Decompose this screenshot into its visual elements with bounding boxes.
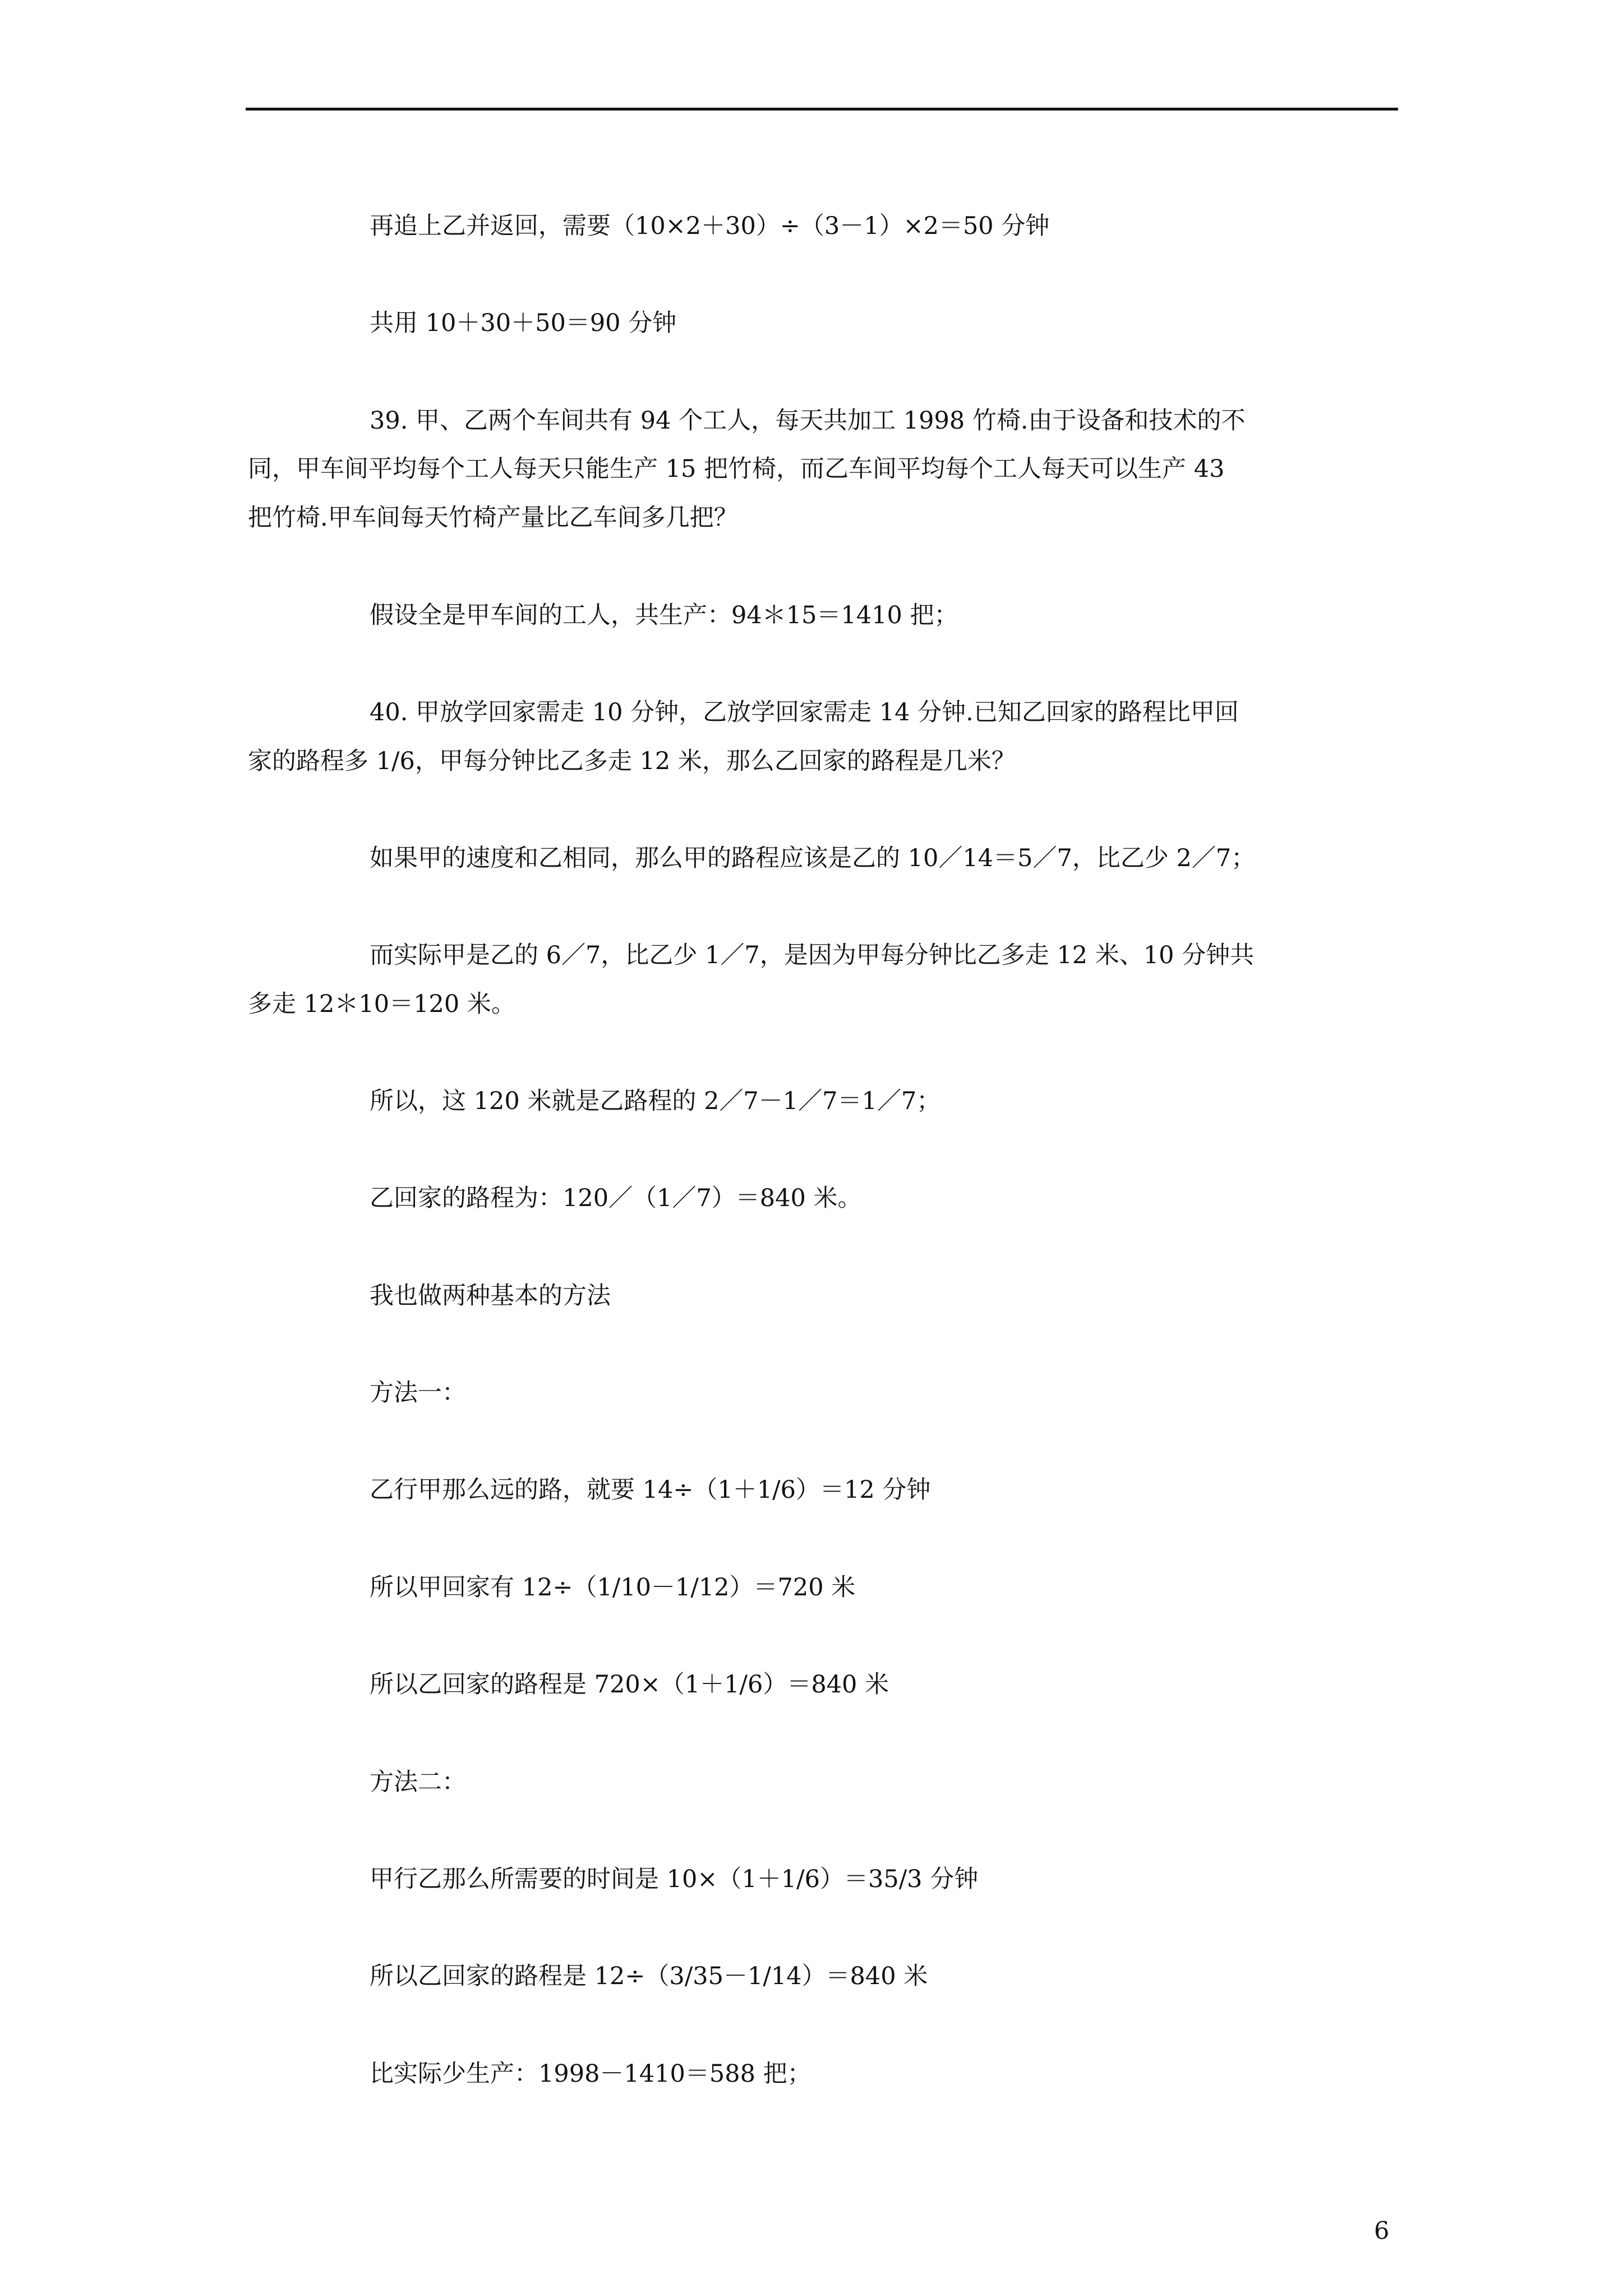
text-line: 乙行甲那么远的路，就要 14÷（1＋1/6）＝12 分钟 [370, 1476, 931, 1504]
page-number: 6 [1374, 2217, 1390, 2245]
text-line: 如果甲的速度和乙相同，那么甲的路程应该是乙的 10／14＝5／7，比乙少 2／7； [370, 844, 1256, 872]
text-line: 共用 10＋30＋50＝90 分钟 [370, 309, 677, 337]
text-line: 所以乙回家的路程是 12÷（3/35－1/14）＝840 米 [370, 1962, 928, 1990]
text-line: 假设全是甲车间的工人，共生产：94＊15＝1410 把； [370, 601, 958, 629]
problem-39-line: 39. 甲、乙两个车间共有 94 个工人，每天共加工 1998 竹椅.由于设备和技术的不 [370, 407, 1246, 435]
text-line: 甲行乙那么所需要的时间是 10×（1＋1/6）＝35/3 分钟 [370, 1865, 979, 1893]
method-heading: 方法二： [370, 1768, 466, 1796]
text-line: 所以乙回家的路程是 720×（1＋1/6）＝840 米 [370, 1671, 889, 1699]
problem-39-line: 同，甲车间平均每个工人每天只能生产 15 把竹椅，而乙车间平均每个工人每天可以生产 43 [248, 455, 1225, 483]
problem-40-line: 家的路程多 1/6，甲每分钟比乙多走 12 米，那么乙回家的路程是几米？ [248, 747, 1016, 775]
text-line: 我也做两种基本的方法 [370, 1282, 611, 1310]
text-line: 所以，这 120 米就是乙路程的 2／7－1／7＝1／7； [370, 1087, 941, 1115]
problem-39-line: 把竹椅.甲车间每天竹椅产量比乙车间多几把？ [248, 504, 738, 532]
text-line: 所以甲回家有 12÷（1/10－1/12）＝720 米 [370, 1573, 856, 1602]
text-line: 而实际甲是乙的 6／7，比乙少 1／7，是因为甲每分钟比乙多走 12 米、10 分钟共 [370, 941, 1255, 969]
problem-40-line: 40. 甲放学回家需走 10 分钟，乙放学回家需走 14 分钟.已知乙回家的路程比甲回 [370, 698, 1239, 726]
text-line: 比实际少生产：1998－1410＝588 把； [370, 2060, 811, 2088]
text-line: 多走 12＊10＝120 米。 [248, 990, 515, 1018]
text-line: 乙回家的路程为：120／（1／7）＝840 米。 [370, 1184, 862, 1212]
method-heading: 方法一： [370, 1379, 466, 1407]
text-line: 再追上乙并返回，需要（10×2＋30）÷（3－1）×2＝50 分钟 [370, 212, 1050, 240]
header-rule [246, 108, 1398, 111]
